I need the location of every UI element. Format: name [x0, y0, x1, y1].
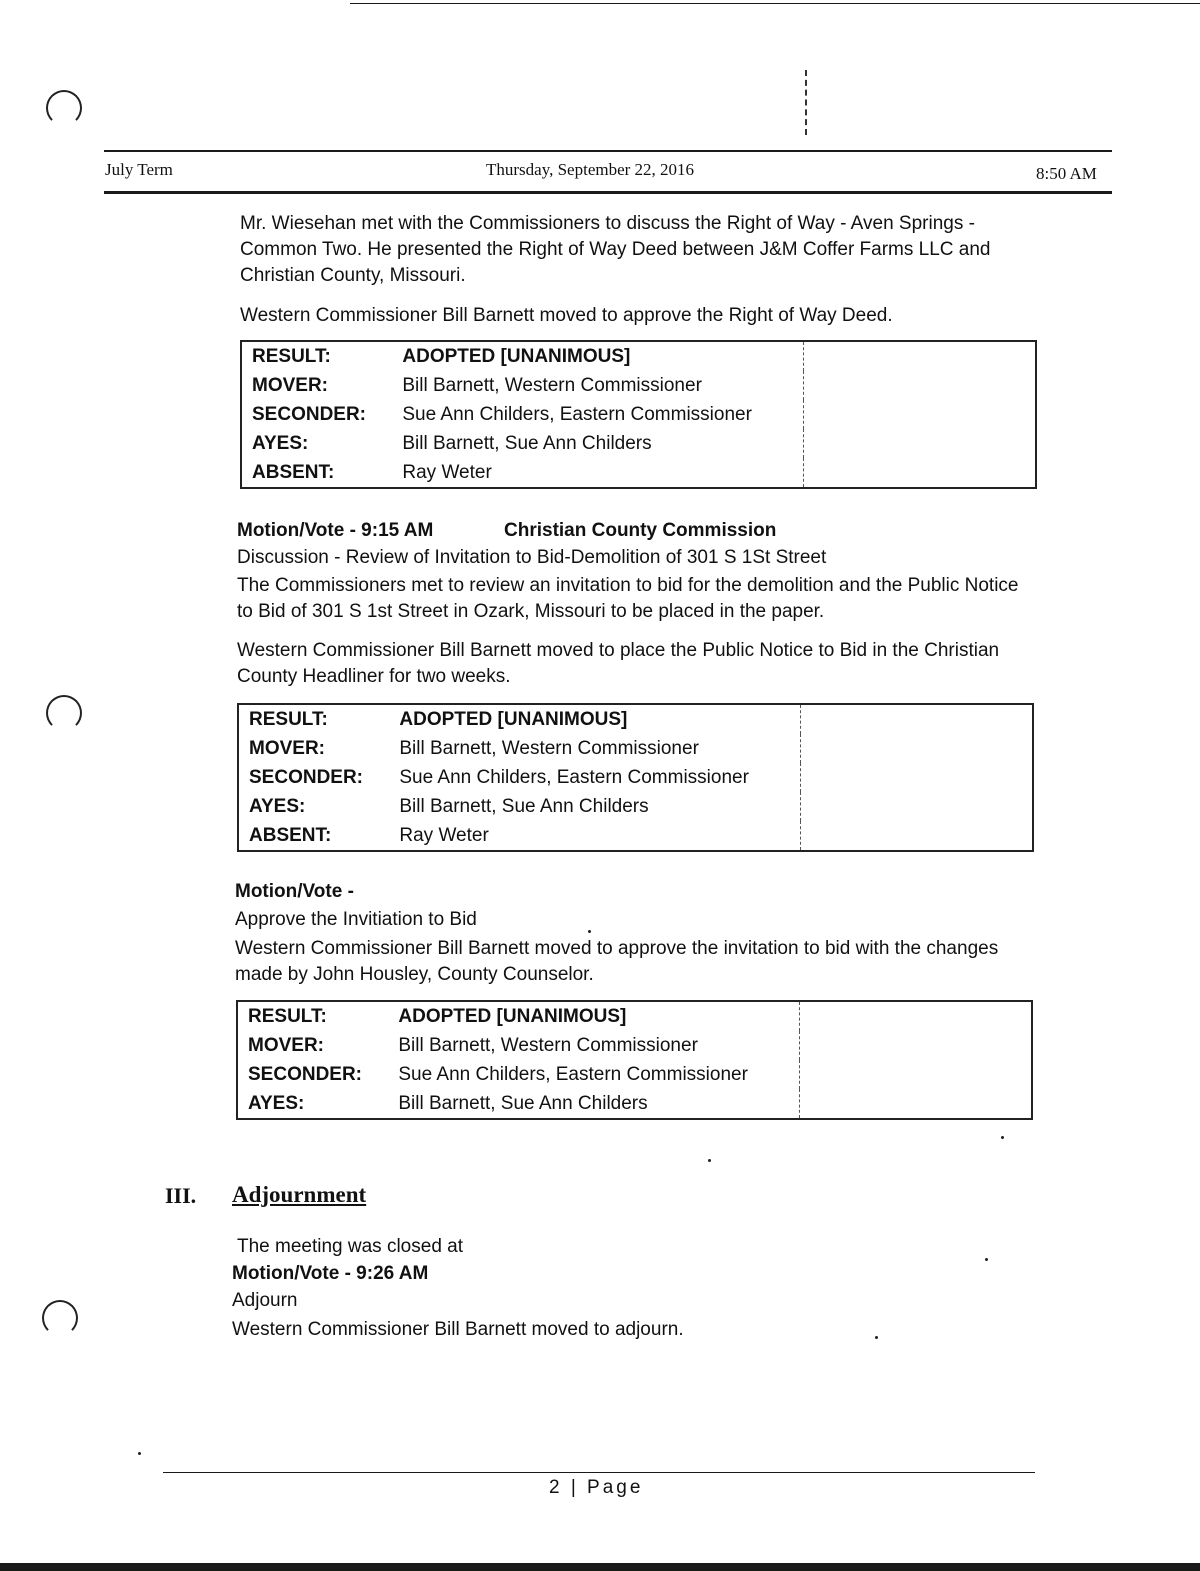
vote-value: ADOPTED [UNANIMOUS]: [398, 1005, 627, 1027]
vote-blank-cell: [804, 429, 1036, 458]
scan-dashed-mark: [805, 70, 807, 135]
page-number: 2 | Page: [549, 1477, 644, 1498]
vote-label: AYES:: [249, 795, 306, 817]
vote-value: ADOPTED [UNANIMOUS]: [399, 708, 628, 730]
vote-value: ADOPTED [UNANIMOUS]: [402, 345, 631, 367]
table-row: [238, 763, 1033, 792]
vote-label: MOVER:: [248, 1034, 324, 1056]
table-row: [237, 1060, 1032, 1089]
motion3-heading: Motion/Vote -: [235, 881, 354, 902]
punch-hole-bottom: [42, 1300, 78, 1336]
motion2-paragraph: The Commissioners met to review an invitation to bid for the demolition and the Public Notice to Bid of 301 S 1st Street in Ozark, Missouri to be placed in the paper.: [237, 575, 1019, 622]
scan-speck: [588, 930, 591, 933]
header-top-rule: [104, 150, 1112, 152]
table-row: [237, 1089, 1032, 1119]
motion2-heading: Motion/Vote - 9:15 AM: [237, 520, 434, 541]
scan-speck: [875, 1336, 878, 1339]
intro-paragraph: Mr. Wiesehan met with the Commissioners to discuss the Right of Way - Aven Springs - Common Two. He presented the Right of Way Deed between J&M Coffer Farms LLC and Christian County, Missouri.: [240, 213, 991, 286]
vote-table-1: [240, 340, 1037, 489]
vote-label: SECONDER:: [249, 766, 364, 788]
vote-blank-cell: [804, 458, 1036, 488]
table-row: [238, 704, 1033, 734]
scan-top-line: [350, 3, 1200, 4]
table-row: [238, 792, 1033, 821]
vote-label: RESULT:: [249, 708, 328, 730]
scan-speck: [138, 1452, 141, 1455]
vote-value: Sue Ann Childers, Eastern Commissioner: [402, 403, 752, 425]
adjourn-motion: Western Commissioner Bill Barnett moved to adjourn.: [232, 1319, 684, 1340]
table-row: [241, 371, 1036, 400]
intro-motion: Western Commissioner Bill Barnett moved to approve the Right of Way Deed.: [240, 305, 893, 326]
vote-label: ABSENT:: [252, 461, 335, 483]
motion2-body: Christian County Commission: [504, 520, 777, 541]
vote-blank-cell: [800, 1031, 1032, 1060]
table-row: [241, 341, 1036, 371]
vote-value: Bill Barnett, Western Commissioner: [398, 1034, 698, 1056]
scan-speck: [1001, 1136, 1004, 1139]
table-row: [237, 1001, 1032, 1031]
vote-label: RESULT:: [248, 1005, 327, 1027]
footer-rule: [163, 1472, 1035, 1473]
vote-blank-cell: [804, 371, 1036, 400]
vote-label: SECONDER:: [248, 1063, 363, 1085]
vote-value: Ray Weter: [402, 461, 492, 483]
motion3-title: Approve the Invitiation to Bid: [235, 909, 477, 930]
vote-blank-cell: [801, 821, 1033, 851]
vote-blank-cell: [804, 400, 1036, 429]
vote-value: Bill Barnett, Sue Ann Childers: [402, 432, 652, 454]
punch-hole-top: [46, 90, 82, 126]
motion2-discussion: Discussion - Review of Invitation to Bid-Demolition of 301 S 1St Street: [237, 547, 827, 568]
vote-label: ABSENT:: [249, 824, 332, 846]
vote-value: Bill Barnett, Sue Ann Childers: [399, 795, 649, 817]
header-term: July Term: [105, 160, 173, 179]
vote-label: SECONDER:: [252, 403, 367, 425]
scan-speck: [708, 1159, 711, 1162]
section-number: III.: [165, 1183, 197, 1208]
table-row: [241, 458, 1036, 488]
table-row: [241, 429, 1036, 458]
vote-value: Sue Ann Childers, Eastern Commissioner: [399, 766, 749, 788]
vote-blank-cell: [801, 792, 1033, 821]
header-time: 8:50 AM: [1036, 164, 1097, 183]
adjourn-closed-text: The meeting was closed at: [237, 1236, 464, 1257]
vote-value: Ray Weter: [399, 824, 489, 846]
vote-value: Bill Barnett, Sue Ann Childers: [398, 1092, 648, 1114]
motion3-paragraph: Western Commissioner Bill Barnett moved to approve the invitation to bid with the changes made by John Housley, County Counselor.: [235, 938, 999, 985]
table-row: [241, 400, 1036, 429]
header-date: Thursday, September 22, 2016: [486, 160, 695, 179]
vote-blank-cell: [800, 1089, 1032, 1119]
table-row: [237, 1031, 1032, 1060]
punch-hole-middle: [46, 695, 82, 731]
table-row: [238, 821, 1033, 851]
vote-table-2: [237, 703, 1034, 852]
vote-label: MOVER:: [249, 737, 325, 759]
scan-bottom-edge: [0, 1563, 1200, 1571]
motion2-motion: Western Commissioner Bill Barnett moved to place the Public Notice to Bid in the Christian County Headliner for two weeks.: [237, 640, 1000, 687]
vote-label: AYES:: [252, 432, 309, 454]
vote-blank-cell: [801, 763, 1033, 792]
vote-blank-cell: [801, 734, 1033, 763]
vote-table-3: [236, 1000, 1033, 1120]
scan-speck: [985, 1258, 988, 1261]
vote-label: MOVER:: [252, 374, 328, 396]
vote-blank-cell: [804, 341, 1036, 371]
vote-blank-cell: [800, 1001, 1032, 1031]
section-title: Adjournment: [232, 1182, 367, 1207]
header-bottom-rule: [104, 191, 1112, 194]
vote-label: AYES:: [248, 1092, 305, 1114]
adjourn-item: Adjourn: [232, 1290, 298, 1311]
vote-value: Bill Barnett, Western Commissioner: [402, 374, 702, 396]
table-row: [238, 734, 1033, 763]
vote-blank-cell: [801, 704, 1033, 734]
adjourn-motion-heading: Motion/Vote - 9:26 AM: [232, 1263, 429, 1284]
vote-value: Sue Ann Childers, Eastern Commissioner: [398, 1063, 748, 1085]
vote-blank-cell: [800, 1060, 1032, 1089]
vote-label: RESULT:: [252, 345, 331, 367]
vote-value: Bill Barnett, Western Commissioner: [399, 737, 699, 759]
